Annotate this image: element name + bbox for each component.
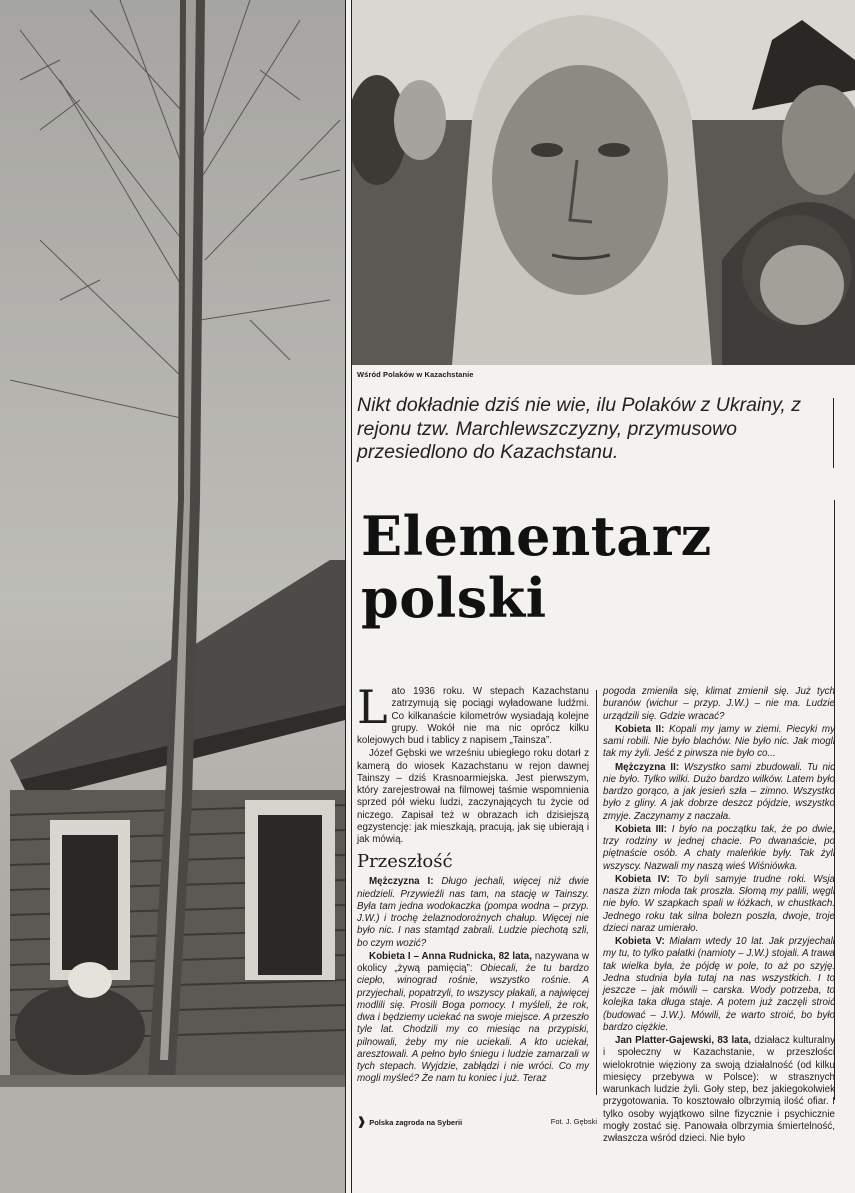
headline-line-2: polski	[361, 566, 547, 630]
speaker-8: Jan Platter-Gajewski, 83 lata,	[615, 1035, 752, 1046]
speaker-7: Kobieta V:	[615, 936, 665, 947]
statement-2-intro: nazywana w okolicy „żywą pamięcią”:	[357, 950, 589, 974]
homestead-photo	[0, 0, 345, 1193]
statement-2-text: Obiecali, że tu bardzo ciepło, winograd rośnie, wszystko rośnie. A przyjechali, popatrzyli, to wszyscy płakali, a najwięcej modlili się. Prosili Boga pomocy. I myśleli, że rok, dwa i będziemy uciekać na swoje miejsce. A przeszło tyle lat. Chodzili my co miesiąc na przypiski, pilnowali, żeby my nie uciekali. A kto uciekał, aresztowali. A pełno było śniegu i ludzie zamarzali w tych stepach. Wyjdzie, zabłądzi i nie wróci. Co my mogli myśleć? Że nam tu koniec i już. Teraz	[357, 963, 589, 1085]
statement-7-text: Miałam wtedy 10 lat. Jak przyjechali my tu, to tylko pałatki (namioty – J.W.) stojali. A trawa tak wielka była, że pójdę w pole, to aż po szyję. Jedna studnia była tutaj na nas wszystkich. I to jeszcze – jak mówili – carska. Wody potrzeba, to kolejka taka długa staje. A potem już zaczęli stroić (budować – J.W.). Mówili, że warto stroić, bo było bardzo ciężkie.	[603, 936, 835, 1033]
statement-4	[603, 762, 835, 823]
speaker-2: Kobieta I – Anna Rudnicka, 82 lata,	[369, 950, 532, 962]
article-headline	[361, 505, 801, 629]
statement-5-text: I było na początku tak, że po dwie, trzy rodziny w jednej chacie. Po dwanaście, po piętnaście osób. A chaty maleńkie były. Tak żyli wszyscy. Nazwali my naszą wieś Wiśniówka.	[603, 823, 835, 872]
caption-bottom-label: Polska zagroda na Syberii	[369, 1118, 463, 1127]
statement-2-continued: pogoda zmieniła się, klimat zmienił się. Już tych buranów (wichur – przyp. J.W.) – nie ma. Ludzie urządzili się. Gdzie wracać?	[603, 686, 835, 722]
statement-1	[357, 876, 589, 950]
statement-1-text: Długo jechali, więcej niż dwie niedzieli. Przywieźli nas tam, na stację w Tainszy. Była tam jedna wodokaczka (pompa wodna – przyp. J.W.) i trochę żelaznodorożnych chałup. Więcej nie było nic. I nas stamtąd zabrali. Ludzie piechotą szli, bo czym wozić?	[357, 876, 589, 949]
column-rule	[596, 690, 597, 1095]
speaker-6: Kobieta IV:	[615, 873, 670, 885]
speaker-1: Mężczyzna I:	[369, 876, 434, 888]
article-column-1	[357, 680, 589, 1096]
photo-caption-bottom	[357, 1115, 597, 1128]
people-photo	[352, 0, 855, 365]
homestead-photo-illustration	[0, 0, 345, 1193]
statement-8	[603, 1035, 835, 1145]
speaker-3: Kobieta II:	[615, 723, 665, 735]
statement-2	[357, 951, 589, 1086]
speaker-4: Mężczyzna II:	[615, 761, 680, 773]
section-heading: Przeszłość	[357, 851, 453, 873]
photo-caption-top: Wśród Polaków w Kazachstanie	[357, 370, 474, 379]
statement-6	[603, 874, 835, 935]
lead-paragraph: Nikt dokładnie dziś nie wie, ilu Polaków z Ukrainy, z rejonu tzw. Marchlewszczyzny, przymusowo przesiedlono do Kazachstanu.	[357, 394, 801, 463]
intro-text: ato 1936 roku. W stepach Kazachstanu zatrzymują się pociągi wyładowane ludźmi. Co kilkanaście kilometrów wysiadają kolejne grupy. Wokół nie ma nic oprócz kilku kolejowych bud i tablicy z napisem „Tainsza”.	[357, 686, 589, 746]
headline-line-1: Elementarz	[361, 504, 712, 568]
photo-credit: Fot. J. Gębski	[550, 1117, 597, 1126]
dropcap: L	[357, 680, 388, 734]
lead-rule	[833, 398, 834, 468]
caption-arrow-icon: ❱	[357, 1116, 367, 1128]
statement-8-text: działacz kulturalny i społeczny w Kazachstanie, w przeszłości wielokrotnie więziony za swoją działalność (od kilku miesięcy przebywa w Polsce): w strasznych warunkach ludzie żyli. Goły step, bez jakiegokolwiek przygotowania. To kosztowało olbrzymią ilość ofiar. I tylko osoby wyjątkowo silne fizycznie i psychicznie mogły zostać się. Panowała olbrzymia śmiertelność, zwłaszcza wśród dzieci. Nie było	[603, 1035, 835, 1144]
statement-7	[603, 936, 835, 1034]
people-photo-illustration	[352, 0, 855, 365]
caption-bottom-text	[357, 1115, 462, 1128]
statement-6-text: To byli samyje trudne roki. Wsja nasza żizn młoda tak proszła. Słomą my palili, węgli nie było. W szapkach spali w łóżkach, w chustkach. Jednego roku tak silna bolezn poszła, dwoje, troje dzieci naraz umierało.	[603, 873, 835, 934]
column-divider	[345, 0, 352, 1193]
paragraph-2: Józef Gębski we wrześniu ubiegłego roku dotarł z kamerą do wiosek Kazachstanu w rejon dawnej Tainszy – dziś Krasnoarmiejska. Jest pierwszym, który zarejestrował na filmowej taśmie wspomnienia sprzed pół wieku ludzi, zaczynających tu życie od niczego. Zapisał też w obrazach ich dzisiejszą egzystencję: jak mieszkają, pracują, jak się ubierają i jak mówią.	[357, 748, 589, 845]
article-column-2	[603, 686, 835, 1144]
statement-3-text: Kopali my jamy w ziemi. Piecyki my sami robili. Nie było blachów. Nie było nic. Jak mogli tak my żyli. Jeść z pirwsza nie było co...	[603, 723, 835, 760]
intro-paragraph	[357, 680, 589, 747]
statement-3	[603, 724, 835, 761]
statement-4-text: Wszystko sami zbudowali. Tu nic nie było. Tylko wilki. Dużo bardzo wilków. Latem było bardzo gorąco, a jak jesień szła – zimno. Wszystko było z gliny. A jak dobrze deszcz pójdzie, wszystko zmyje. Zaczynamy z naczała.	[603, 761, 835, 822]
statement-5	[603, 824, 835, 873]
speaker-5: Kobieta III:	[615, 823, 668, 835]
